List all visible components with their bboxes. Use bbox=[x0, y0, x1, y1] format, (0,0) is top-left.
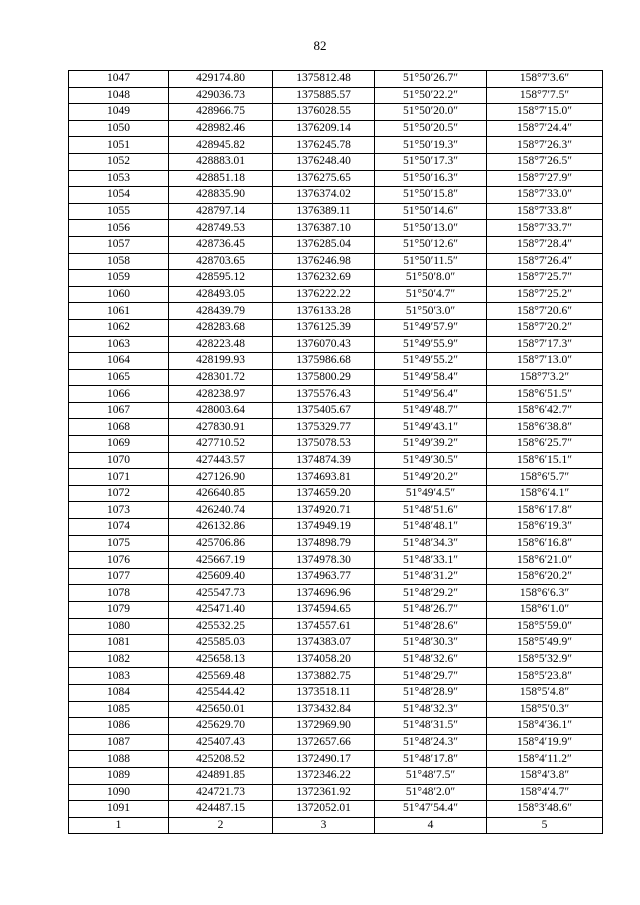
latitude-cell: 51°50′20.0″ bbox=[375, 104, 487, 121]
longitude-cell: 158°6′20.2″ bbox=[487, 568, 603, 585]
table-row bbox=[69, 137, 603, 154]
longitude-cell: 158°7′20.2″ bbox=[487, 319, 603, 336]
y-coordinate-cell: 1374696.96 bbox=[273, 585, 375, 602]
latitude-cell: 51°50′13.0″ bbox=[375, 220, 487, 237]
point-number-cell: 1090 bbox=[69, 784, 169, 801]
table-row bbox=[69, 436, 603, 453]
longitude-cell: 158°7′26.4″ bbox=[487, 253, 603, 270]
column-number-row bbox=[69, 817, 603, 833]
longitude-cell: 158°7′26.3″ bbox=[487, 137, 603, 154]
longitude-cell: 158°6′19.3″ bbox=[487, 519, 603, 536]
longitude-cell: 158°5′0.3″ bbox=[487, 701, 603, 718]
x-coordinate-cell: 428945.82 bbox=[169, 137, 273, 154]
point-number-cell: 1059 bbox=[69, 270, 169, 287]
longitude-cell: 158°6′42.7″ bbox=[487, 402, 603, 419]
table-row bbox=[69, 353, 603, 370]
point-number-cell: 1091 bbox=[69, 801, 169, 818]
page-number: 82 bbox=[313, 38, 327, 53]
x-coordinate-cell: 426240.74 bbox=[169, 502, 273, 519]
point-number-cell: 1072 bbox=[69, 485, 169, 502]
latitude-cell: 51°48′51.6″ bbox=[375, 502, 487, 519]
x-coordinate-cell: 424487.15 bbox=[169, 801, 273, 818]
longitude-cell: 158°5′23.8″ bbox=[487, 668, 603, 685]
table-row bbox=[69, 784, 603, 801]
y-coordinate-cell: 1376028.55 bbox=[273, 104, 375, 121]
latitude-cell: 51°48′29.7″ bbox=[375, 668, 487, 685]
latitude-cell: 51°48′31.2″ bbox=[375, 568, 487, 585]
longitude-cell: 158°6′25.7″ bbox=[487, 436, 603, 453]
table-row bbox=[69, 386, 603, 403]
y-coordinate-cell: 1372657.66 bbox=[273, 734, 375, 751]
table-row bbox=[69, 801, 603, 818]
table-row bbox=[69, 419, 603, 436]
table-row bbox=[69, 635, 603, 652]
latitude-cell: 51°48′17.8″ bbox=[375, 751, 487, 768]
latitude-cell: 51°49′30.5″ bbox=[375, 452, 487, 469]
coordinates-table bbox=[68, 70, 603, 834]
table-body bbox=[69, 71, 603, 834]
point-number-cell: 1083 bbox=[69, 668, 169, 685]
point-number-cell: 1055 bbox=[69, 203, 169, 220]
y-coordinate-cell: 1376374.02 bbox=[273, 187, 375, 204]
y-coordinate-cell: 1374898.79 bbox=[273, 535, 375, 552]
y-coordinate-cell: 1375405.67 bbox=[273, 402, 375, 419]
latitude-cell: 51°50′20.5″ bbox=[375, 120, 487, 137]
x-coordinate-cell: 425629.70 bbox=[169, 718, 273, 735]
point-number-cell: 1063 bbox=[69, 336, 169, 353]
latitude-cell: 51°48′32.3″ bbox=[375, 701, 487, 718]
x-coordinate-cell: 428493.05 bbox=[169, 286, 273, 303]
y-coordinate-cell: 1372346.22 bbox=[273, 767, 375, 784]
y-coordinate-cell: 1372490.17 bbox=[273, 751, 375, 768]
longitude-cell: 158°7′27.9″ bbox=[487, 170, 603, 187]
point-number-cell: 1065 bbox=[69, 369, 169, 386]
y-coordinate-cell: 1376245.78 bbox=[273, 137, 375, 154]
latitude-cell: 51°50′15.8″ bbox=[375, 187, 487, 204]
y-coordinate-cell: 1373882.75 bbox=[273, 668, 375, 685]
y-coordinate-cell: 1374693.81 bbox=[273, 469, 375, 486]
longitude-cell: 158°6′17.8″ bbox=[487, 502, 603, 519]
x-coordinate-cell: 425658.13 bbox=[169, 651, 273, 668]
latitude-cell: 51°50′3.0″ bbox=[375, 303, 487, 320]
table-row bbox=[69, 502, 603, 519]
y-coordinate-cell: 1376070.43 bbox=[273, 336, 375, 353]
point-number-cell: 1062 bbox=[69, 319, 169, 336]
x-coordinate-cell: 425667.19 bbox=[169, 552, 273, 569]
y-coordinate-cell: 1376209.14 bbox=[273, 120, 375, 137]
y-coordinate-cell: 1374874.39 bbox=[273, 452, 375, 469]
longitude-cell: 158°6′4.1″ bbox=[487, 485, 603, 502]
y-coordinate-cell: 1372969.90 bbox=[273, 718, 375, 735]
x-coordinate-cell: 428003.64 bbox=[169, 402, 273, 419]
latitude-cell: 51°48′7.5″ bbox=[375, 767, 487, 784]
table-row bbox=[69, 303, 603, 320]
longitude-cell: 158°4′11.2″ bbox=[487, 751, 603, 768]
x-coordinate-cell: 428749.53 bbox=[169, 220, 273, 237]
point-number-cell: 1057 bbox=[69, 236, 169, 253]
point-number-cell: 1054 bbox=[69, 187, 169, 204]
point-number-cell: 1058 bbox=[69, 253, 169, 270]
y-coordinate-cell: 1374557.61 bbox=[273, 618, 375, 635]
point-number-cell: 1069 bbox=[69, 436, 169, 453]
y-coordinate-cell: 1373432.84 bbox=[273, 701, 375, 718]
point-number-cell: 1053 bbox=[69, 170, 169, 187]
point-number-cell: 1075 bbox=[69, 535, 169, 552]
point-number-cell: 1052 bbox=[69, 153, 169, 170]
table-row bbox=[69, 485, 603, 502]
x-coordinate-cell: 425532.25 bbox=[169, 618, 273, 635]
y-coordinate-cell: 1376275.65 bbox=[273, 170, 375, 187]
point-number-cell: 1078 bbox=[69, 585, 169, 602]
latitude-cell: 51°48′28.9″ bbox=[375, 684, 487, 701]
table-row bbox=[69, 87, 603, 104]
latitude-cell: 51°50′26.7″ bbox=[375, 71, 487, 88]
table-row bbox=[69, 71, 603, 88]
x-coordinate-cell: 425471.40 bbox=[169, 602, 273, 619]
point-number-cell: 1068 bbox=[69, 419, 169, 436]
y-coordinate-cell: 1375576.43 bbox=[273, 386, 375, 403]
table-row bbox=[69, 718, 603, 735]
y-coordinate-cell: 1374058.20 bbox=[273, 651, 375, 668]
table-row bbox=[69, 734, 603, 751]
point-number-cell: 1066 bbox=[69, 386, 169, 403]
latitude-cell: 51°48′32.6″ bbox=[375, 651, 487, 668]
table-row bbox=[69, 187, 603, 204]
latitude-cell: 51°49′57.9″ bbox=[375, 319, 487, 336]
latitude-cell: 51°49′48.7″ bbox=[375, 402, 487, 419]
point-number-cell: 1051 bbox=[69, 137, 169, 154]
table-row bbox=[69, 751, 603, 768]
y-coordinate-cell: 1373518.11 bbox=[273, 684, 375, 701]
longitude-cell: 158°7′3.2″ bbox=[487, 369, 603, 386]
longitude-cell: 158°6′38.8″ bbox=[487, 419, 603, 436]
point-number-cell: 1080 bbox=[69, 618, 169, 635]
y-coordinate-cell: 1374594.65 bbox=[273, 602, 375, 619]
x-coordinate-cell: 428223.48 bbox=[169, 336, 273, 353]
longitude-cell: 158°7′3.6″ bbox=[487, 71, 603, 88]
table-row bbox=[69, 618, 603, 635]
latitude-cell: 51°50′19.3″ bbox=[375, 137, 487, 154]
point-number-cell: 1089 bbox=[69, 767, 169, 784]
point-number-cell: 1056 bbox=[69, 220, 169, 237]
table-row bbox=[69, 104, 603, 121]
x-coordinate-cell: 425208.52 bbox=[169, 751, 273, 768]
point-number-cell: 1088 bbox=[69, 751, 169, 768]
latitude-cell: 51°48′31.5″ bbox=[375, 718, 487, 735]
latitude-cell: 51°48′29.2″ bbox=[375, 585, 487, 602]
column-number-cell: 4 bbox=[375, 817, 487, 833]
y-coordinate-cell: 1374659.20 bbox=[273, 485, 375, 502]
longitude-cell: 158°6′21.0″ bbox=[487, 552, 603, 569]
latitude-cell: 51°50′16.3″ bbox=[375, 170, 487, 187]
table-row bbox=[69, 286, 603, 303]
longitude-cell: 158°6′15.1″ bbox=[487, 452, 603, 469]
table-row bbox=[69, 651, 603, 668]
x-coordinate-cell: 427443.57 bbox=[169, 452, 273, 469]
point-number-cell: 1064 bbox=[69, 353, 169, 370]
y-coordinate-cell: 1372361.92 bbox=[273, 784, 375, 801]
column-number-cell: 1 bbox=[69, 817, 169, 833]
y-coordinate-cell: 1376222.22 bbox=[273, 286, 375, 303]
longitude-cell: 158°7′28.4″ bbox=[487, 236, 603, 253]
longitude-cell: 158°7′15.0″ bbox=[487, 104, 603, 121]
table-row bbox=[69, 767, 603, 784]
x-coordinate-cell: 425544.42 bbox=[169, 684, 273, 701]
table-row bbox=[69, 236, 603, 253]
latitude-cell: 51°49′55.9″ bbox=[375, 336, 487, 353]
longitude-cell: 158°7′17.3″ bbox=[487, 336, 603, 353]
latitude-cell: 51°48′2.0″ bbox=[375, 784, 487, 801]
y-coordinate-cell: 1376389.11 bbox=[273, 203, 375, 220]
x-coordinate-cell: 424891.85 bbox=[169, 767, 273, 784]
x-coordinate-cell: 428283.68 bbox=[169, 319, 273, 336]
table-row bbox=[69, 519, 603, 536]
x-coordinate-cell: 425569.48 bbox=[169, 668, 273, 685]
x-coordinate-cell: 428238.97 bbox=[169, 386, 273, 403]
y-coordinate-cell: 1376387.10 bbox=[273, 220, 375, 237]
x-coordinate-cell: 428736.45 bbox=[169, 236, 273, 253]
column-number-cell: 5 bbox=[487, 817, 603, 833]
table-row bbox=[69, 203, 603, 220]
latitude-cell: 51°50′17.3″ bbox=[375, 153, 487, 170]
longitude-cell: 158°6′51.5″ bbox=[487, 386, 603, 403]
table-row bbox=[69, 270, 603, 287]
x-coordinate-cell: 425706.86 bbox=[169, 535, 273, 552]
x-coordinate-cell: 427830.91 bbox=[169, 419, 273, 436]
table-row bbox=[69, 220, 603, 237]
point-number-cell: 1070 bbox=[69, 452, 169, 469]
point-number-cell: 1082 bbox=[69, 651, 169, 668]
longitude-cell: 158°5′59.0″ bbox=[487, 618, 603, 635]
y-coordinate-cell: 1376133.28 bbox=[273, 303, 375, 320]
y-coordinate-cell: 1374949.19 bbox=[273, 519, 375, 536]
point-number-cell: 1076 bbox=[69, 552, 169, 569]
y-coordinate-cell: 1374920.71 bbox=[273, 502, 375, 519]
table-row bbox=[69, 585, 603, 602]
x-coordinate-cell: 426132.86 bbox=[169, 519, 273, 536]
x-coordinate-cell: 428199.93 bbox=[169, 353, 273, 370]
longitude-cell: 158°3′48.6″ bbox=[487, 801, 603, 818]
point-number-cell: 1048 bbox=[69, 87, 169, 104]
longitude-cell: 158°7′25.2″ bbox=[487, 286, 603, 303]
point-number-cell: 1071 bbox=[69, 469, 169, 486]
longitude-cell: 158°7′33.8″ bbox=[487, 203, 603, 220]
point-number-cell: 1073 bbox=[69, 502, 169, 519]
table-row bbox=[69, 253, 603, 270]
point-number-cell: 1085 bbox=[69, 701, 169, 718]
latitude-cell: 51°48′28.6″ bbox=[375, 618, 487, 635]
longitude-cell: 158°7′20.6″ bbox=[487, 303, 603, 320]
x-coordinate-cell: 425609.40 bbox=[169, 568, 273, 585]
point-number-cell: 1079 bbox=[69, 602, 169, 619]
point-number-cell: 1049 bbox=[69, 104, 169, 121]
x-coordinate-cell: 428301.72 bbox=[169, 369, 273, 386]
longitude-cell: 158°4′4.7″ bbox=[487, 784, 603, 801]
point-number-cell: 1061 bbox=[69, 303, 169, 320]
point-number-cell: 1081 bbox=[69, 635, 169, 652]
longitude-cell: 158°4′19.9″ bbox=[487, 734, 603, 751]
y-coordinate-cell: 1376246.98 bbox=[273, 253, 375, 270]
x-coordinate-cell: 428703.65 bbox=[169, 253, 273, 270]
latitude-cell: 51°50′11.5″ bbox=[375, 253, 487, 270]
latitude-cell: 51°48′26.7″ bbox=[375, 602, 487, 619]
table-row bbox=[69, 120, 603, 137]
latitude-cell: 51°48′24.3″ bbox=[375, 734, 487, 751]
x-coordinate-cell: 424721.73 bbox=[169, 784, 273, 801]
longitude-cell: 158°4′3.8″ bbox=[487, 767, 603, 784]
y-coordinate-cell: 1375885.57 bbox=[273, 87, 375, 104]
latitude-cell: 51°50′8.0″ bbox=[375, 270, 487, 287]
latitude-cell: 51°49′39.2″ bbox=[375, 436, 487, 453]
x-coordinate-cell: 428883.01 bbox=[169, 153, 273, 170]
x-coordinate-cell: 428982.46 bbox=[169, 120, 273, 137]
point-number-cell: 1086 bbox=[69, 718, 169, 735]
longitude-cell: 158°7′13.0″ bbox=[487, 353, 603, 370]
longitude-cell: 158°6′16.8″ bbox=[487, 535, 603, 552]
latitude-cell: 51°49′58.4″ bbox=[375, 369, 487, 386]
y-coordinate-cell: 1375078.53 bbox=[273, 436, 375, 453]
x-coordinate-cell: 428851.18 bbox=[169, 170, 273, 187]
x-coordinate-cell: 428835.90 bbox=[169, 187, 273, 204]
latitude-cell: 51°50′4.7″ bbox=[375, 286, 487, 303]
point-number-cell: 1060 bbox=[69, 286, 169, 303]
y-coordinate-cell: 1375986.68 bbox=[273, 353, 375, 370]
y-coordinate-cell: 1374978.30 bbox=[273, 552, 375, 569]
longitude-cell: 158°5′4.8″ bbox=[487, 684, 603, 701]
table-row bbox=[69, 552, 603, 569]
point-number-cell: 1087 bbox=[69, 734, 169, 751]
latitude-cell: 51°48′34.3″ bbox=[375, 535, 487, 552]
longitude-cell: 158°7′25.7″ bbox=[487, 270, 603, 287]
x-coordinate-cell: 428595.12 bbox=[169, 270, 273, 287]
longitude-cell: 158°5′32.9″ bbox=[487, 651, 603, 668]
latitude-cell: 51°49′56.4″ bbox=[375, 386, 487, 403]
x-coordinate-cell: 425547.73 bbox=[169, 585, 273, 602]
longitude-cell: 158°7′7.5″ bbox=[487, 87, 603, 104]
point-number-cell: 1067 bbox=[69, 402, 169, 419]
latitude-cell: 51°49′4.5″ bbox=[375, 485, 487, 502]
table-row bbox=[69, 535, 603, 552]
x-coordinate-cell: 425407.43 bbox=[169, 734, 273, 751]
table-row bbox=[69, 319, 603, 336]
table-row bbox=[69, 668, 603, 685]
table-row bbox=[69, 701, 603, 718]
y-coordinate-cell: 1375800.29 bbox=[273, 369, 375, 386]
longitude-cell: 158°7′24.4″ bbox=[487, 120, 603, 137]
table-row bbox=[69, 369, 603, 386]
latitude-cell: 51°49′20.2″ bbox=[375, 469, 487, 486]
column-number-cell: 3 bbox=[273, 817, 375, 833]
point-number-cell: 1074 bbox=[69, 519, 169, 536]
y-coordinate-cell: 1376232.69 bbox=[273, 270, 375, 287]
x-coordinate-cell: 426640.85 bbox=[169, 485, 273, 502]
column-number-cell: 2 bbox=[169, 817, 273, 833]
longitude-cell: 158°7′33.0″ bbox=[487, 187, 603, 204]
y-coordinate-cell: 1376285.04 bbox=[273, 236, 375, 253]
latitude-cell: 51°50′22.2″ bbox=[375, 87, 487, 104]
latitude-cell: 51°48′30.3″ bbox=[375, 635, 487, 652]
latitude-cell: 51°49′55.2″ bbox=[375, 353, 487, 370]
x-coordinate-cell: 429036.73 bbox=[169, 87, 273, 104]
longitude-cell: 158°6′6.3″ bbox=[487, 585, 603, 602]
table-row bbox=[69, 469, 603, 486]
x-coordinate-cell: 428439.79 bbox=[169, 303, 273, 320]
latitude-cell: 51°48′48.1″ bbox=[375, 519, 487, 536]
x-coordinate-cell: 427710.52 bbox=[169, 436, 273, 453]
y-coordinate-cell: 1374383.07 bbox=[273, 635, 375, 652]
longitude-cell: 158°7′33.7″ bbox=[487, 220, 603, 237]
y-coordinate-cell: 1376125.39 bbox=[273, 319, 375, 336]
y-coordinate-cell: 1375812.48 bbox=[273, 71, 375, 88]
table-row bbox=[69, 452, 603, 469]
longitude-cell: 158°6′1.0″ bbox=[487, 602, 603, 619]
longitude-cell: 158°5′49.9″ bbox=[487, 635, 603, 652]
y-coordinate-cell: 1374963.77 bbox=[273, 568, 375, 585]
latitude-cell: 51°48′33.1″ bbox=[375, 552, 487, 569]
latitude-cell: 51°50′14.6″ bbox=[375, 203, 487, 220]
table-row bbox=[69, 684, 603, 701]
latitude-cell: 51°47′54.4″ bbox=[375, 801, 487, 818]
point-number-cell: 1077 bbox=[69, 568, 169, 585]
x-coordinate-cell: 425650.01 bbox=[169, 701, 273, 718]
table-row bbox=[69, 336, 603, 353]
x-coordinate-cell: 427126.90 bbox=[169, 469, 273, 486]
table-row bbox=[69, 402, 603, 419]
x-coordinate-cell: 425585.03 bbox=[169, 635, 273, 652]
y-coordinate-cell: 1372052.01 bbox=[273, 801, 375, 818]
point-number-cell: 1084 bbox=[69, 684, 169, 701]
point-number-cell: 1050 bbox=[69, 120, 169, 137]
x-coordinate-cell: 428797.14 bbox=[169, 203, 273, 220]
longitude-cell: 158°7′26.5″ bbox=[487, 153, 603, 170]
table-row bbox=[69, 153, 603, 170]
y-coordinate-cell: 1376248.40 bbox=[273, 153, 375, 170]
latitude-cell: 51°49′43.1″ bbox=[375, 419, 487, 436]
table-row bbox=[69, 602, 603, 619]
longitude-cell: 158°4′36.1″ bbox=[487, 718, 603, 735]
longitude-cell: 158°6′5.7″ bbox=[487, 469, 603, 486]
point-number-cell: 1047 bbox=[69, 71, 169, 88]
y-coordinate-cell: 1375329.77 bbox=[273, 419, 375, 436]
table-row bbox=[69, 170, 603, 187]
x-coordinate-cell: 429174.80 bbox=[169, 71, 273, 88]
x-coordinate-cell: 428966.75 bbox=[169, 104, 273, 121]
table-row bbox=[69, 568, 603, 585]
latitude-cell: 51°50′12.6″ bbox=[375, 236, 487, 253]
